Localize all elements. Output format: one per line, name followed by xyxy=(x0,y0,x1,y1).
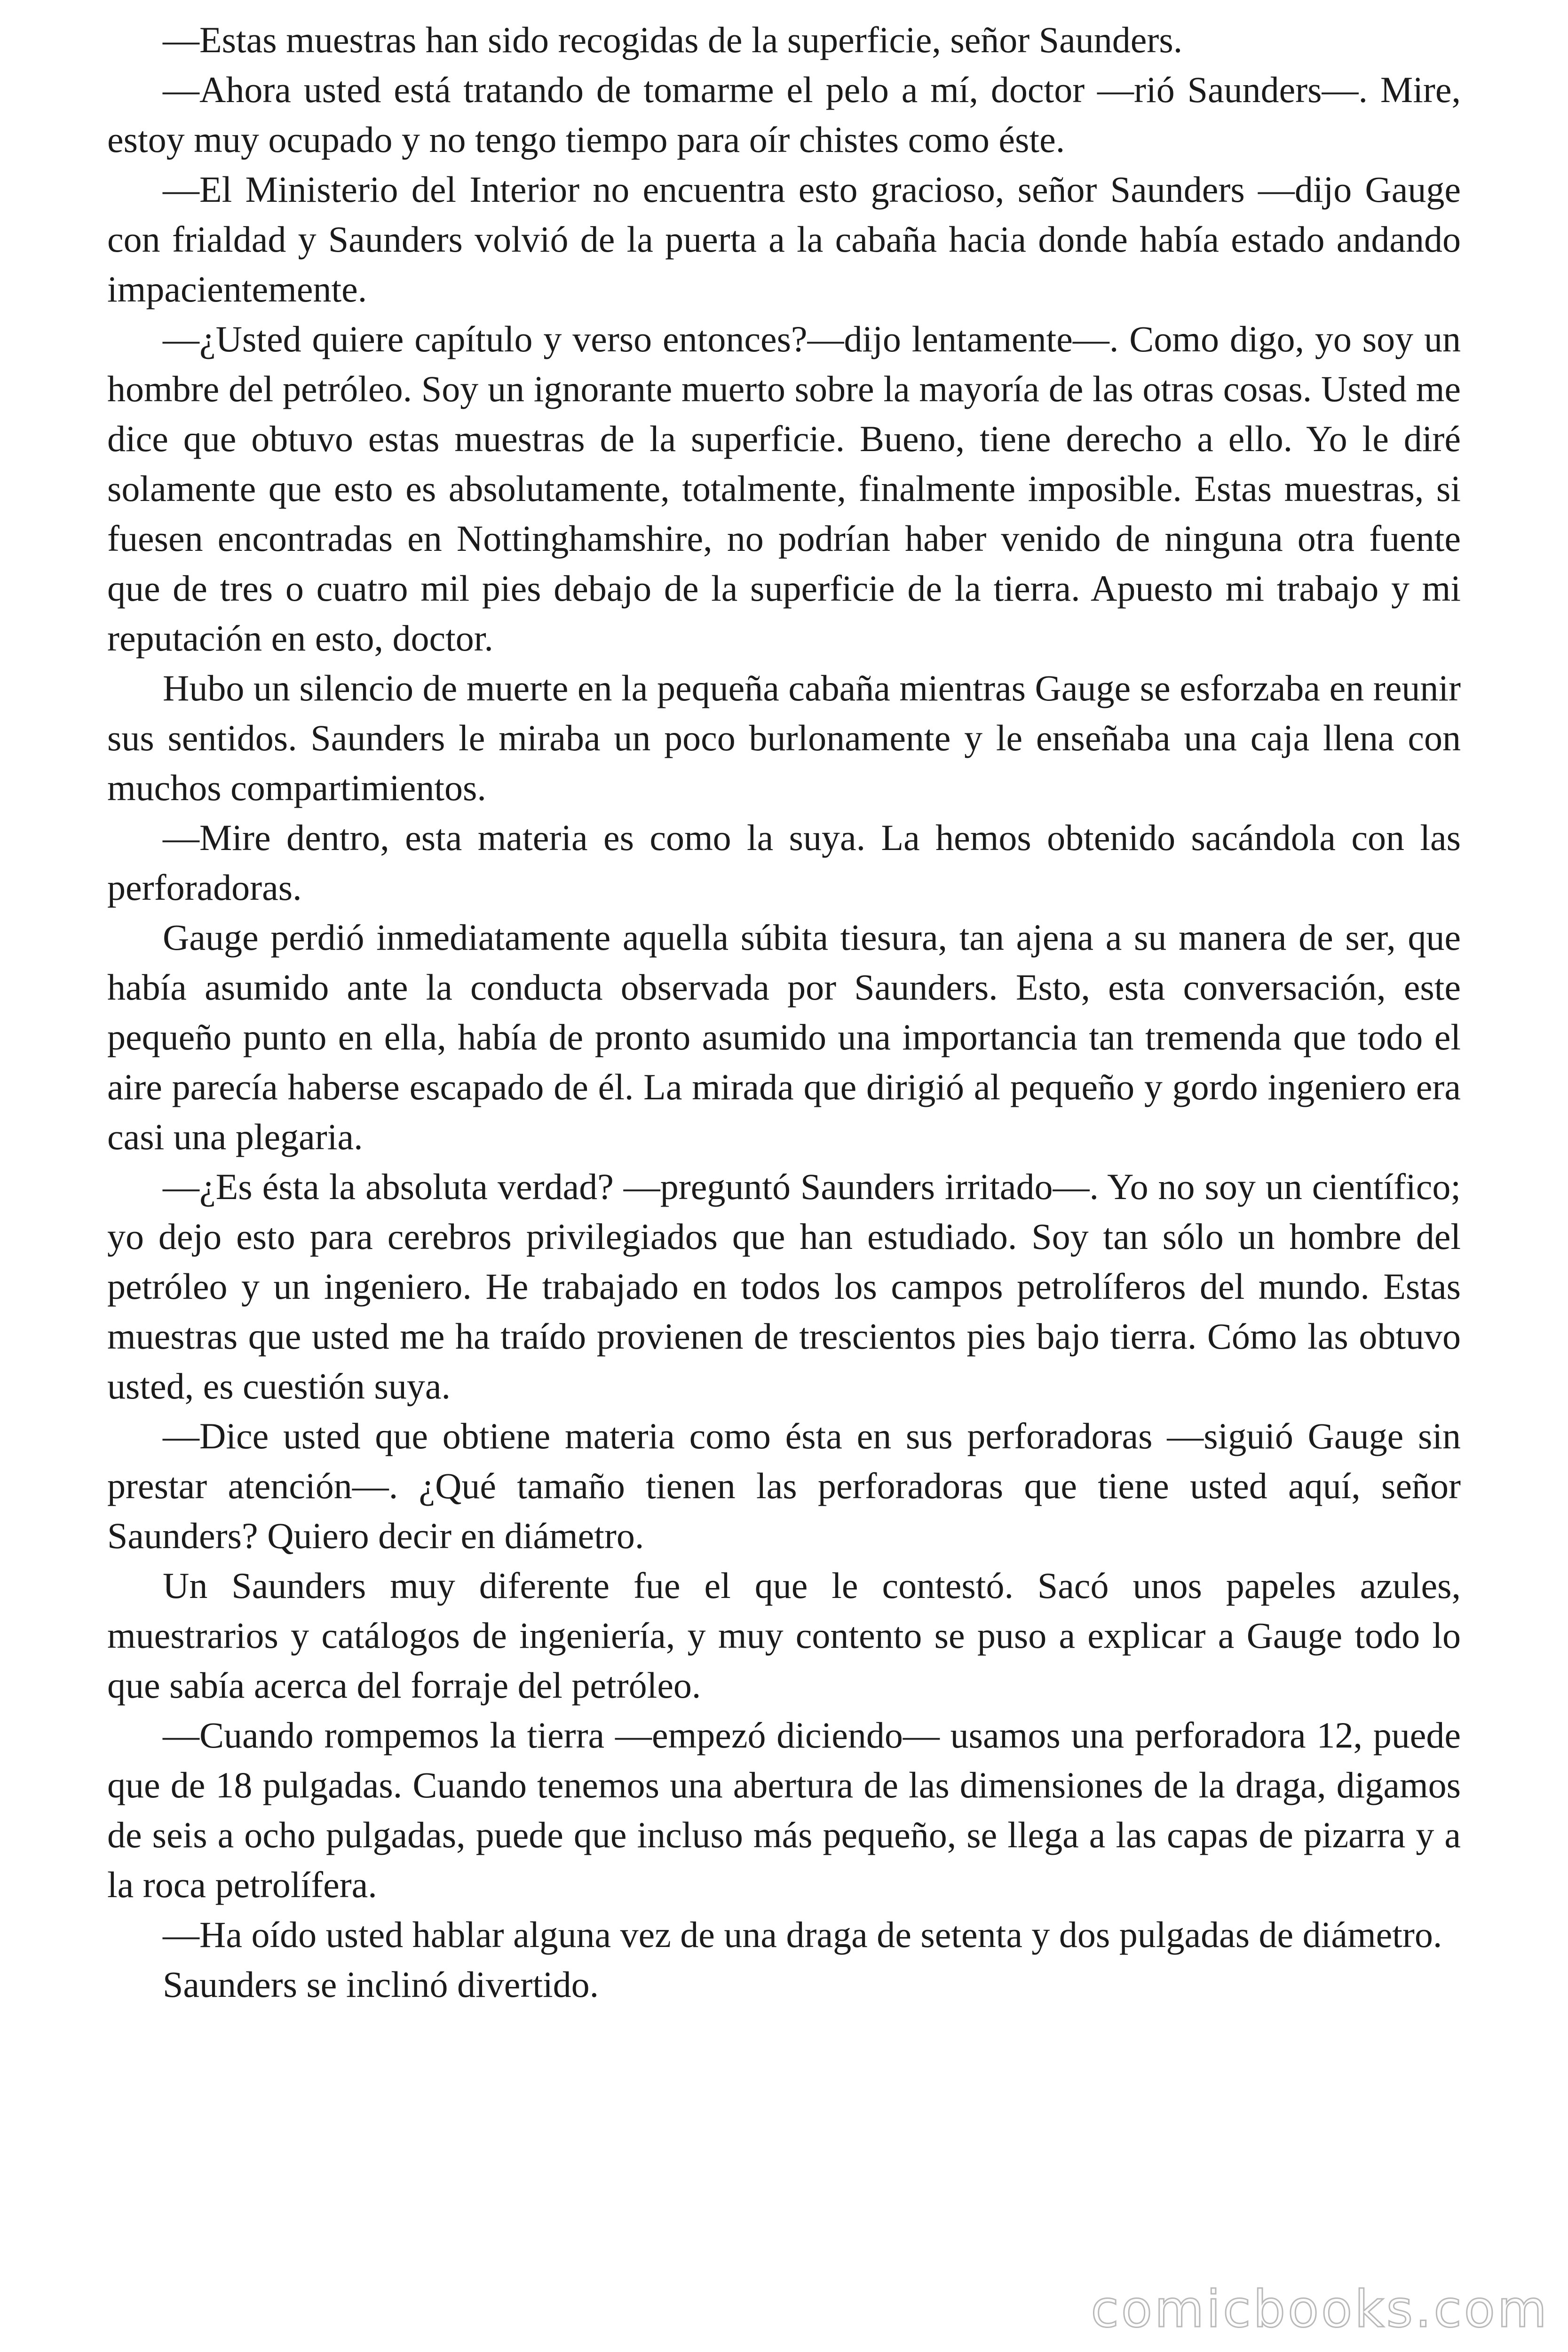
paragraph: —¿Usted quiere capítulo y verso entonces?—dijo lentamente—. Como digo, yo soy un hombre del petróleo. Soy un ignorante muerto sobre la mayoría de las otras cosas. Usted me dice que obtuvo estas muestras de la superficie. Bueno, tiene derecho a ello. Yo le diré solamente que esto es absolutamente, totalmente, finalmente imposible. Estas muestras, si fuesen encontradas en Nottinghamshire, no podrían haber venido de ninguna otra fuente que de tres o cuatro mil pies debajo de la superficie de la tierra. Apuesto mi trabajo y mi reputación en esto, doctor. xyxy=(107,318,1461,659)
watermark: comicbooks.com xyxy=(1091,2280,1549,2339)
paragraph: Saunders se inclinó divertido. xyxy=(163,1964,599,2005)
page-text xyxy=(107,15,1461,2010)
paragraph: Gauge perdió inmediatamente aquella súbita tiesura, tan ajena a su manera de ser, que había asumido ante la conducta observada por Saunders. Esto, esta conversación, este pequeño punto en ella, había de pronto asumido una importancia tan tremenda que todo el aire parecía haberse escapado de él. La mirada que dirigió al pequeño y gordo ingeniero era casi una plegaria. xyxy=(107,917,1461,1157)
paragraph: —¿Es ésta la absoluta verdad? —preguntó Saunders irritado—. Yo no soy un científico; yo dejo esto para cerebros privilegiados que han estudiado. Soy tan sólo un hombre del petróleo y un ingeniero. He trabajado en todos los campos petrolíferos del mundo. Estas muestras que usted me ha traído provienen de trescientos pies bajo tierra. Cómo las obtuvo usted, es cuestión suya. xyxy=(107,1166,1461,1406)
paragraph: —El Ministerio del Interior no encuentra esto gracioso, señor Saunders —dijo Gauge con frialdad y Saunders volvió de la puerta a la cabaña hacia donde había estado andando impacientemente. xyxy=(107,169,1461,310)
paragraph: —Mire dentro, esta materia es como la suya. La hemos obtenido sacándola con las perforadoras. xyxy=(107,817,1461,908)
paragraph: Un Saunders muy diferente fue el que le contestó. Sacó unos papeles azules, muestrarios y catálogos de ingeniería, y muy contento se puso a explicar a Gauge todo lo que sabía acerca del forraje del petróleo. xyxy=(107,1565,1461,1706)
paragraph: —Ha oído usted hablar alguna vez de una draga de setenta y dos pulgadas de diámetro. xyxy=(163,1914,1442,1955)
paragraph: Hubo un silencio de muerte en la pequeña cabaña mientras Gauge se esforzaba en reunir sus sentidos. Saunders le miraba un poco burlonamente y le enseñaba una caja llena con muchos compartimientos. xyxy=(107,667,1461,808)
paragraph: —Estas muestras han sido recogidas de la superficie, señor Saunders. xyxy=(163,19,1183,60)
paragraph: —Ahora usted está tratando de tomarme el pelo a mí, doctor —rió Saunders—. Mire, estoy muy ocupado y no tengo tiempo para oír chistes como éste. xyxy=(107,69,1461,160)
paragraph: —Dice usted que obtiene materia como ésta en sus perforadoras —siguió Gauge sin prestar atención—. ¿Qué tamaño tienen las perforadoras que tiene usted aquí, señor Saunders? Quiero decir en diámetro. xyxy=(107,1415,1461,1556)
paragraph: —Cuando rompemos la tierra —empezó diciendo— usamos una perforadora 12, puede que de 18 pulgadas. Cuando tenemos una abertura de las dimensiones de la draga, digamos de seis a ocho pulgadas, puede que incluso más pequeño, se llega a las capas de pizarra y a la roca petrolífera. xyxy=(107,1715,1461,1905)
